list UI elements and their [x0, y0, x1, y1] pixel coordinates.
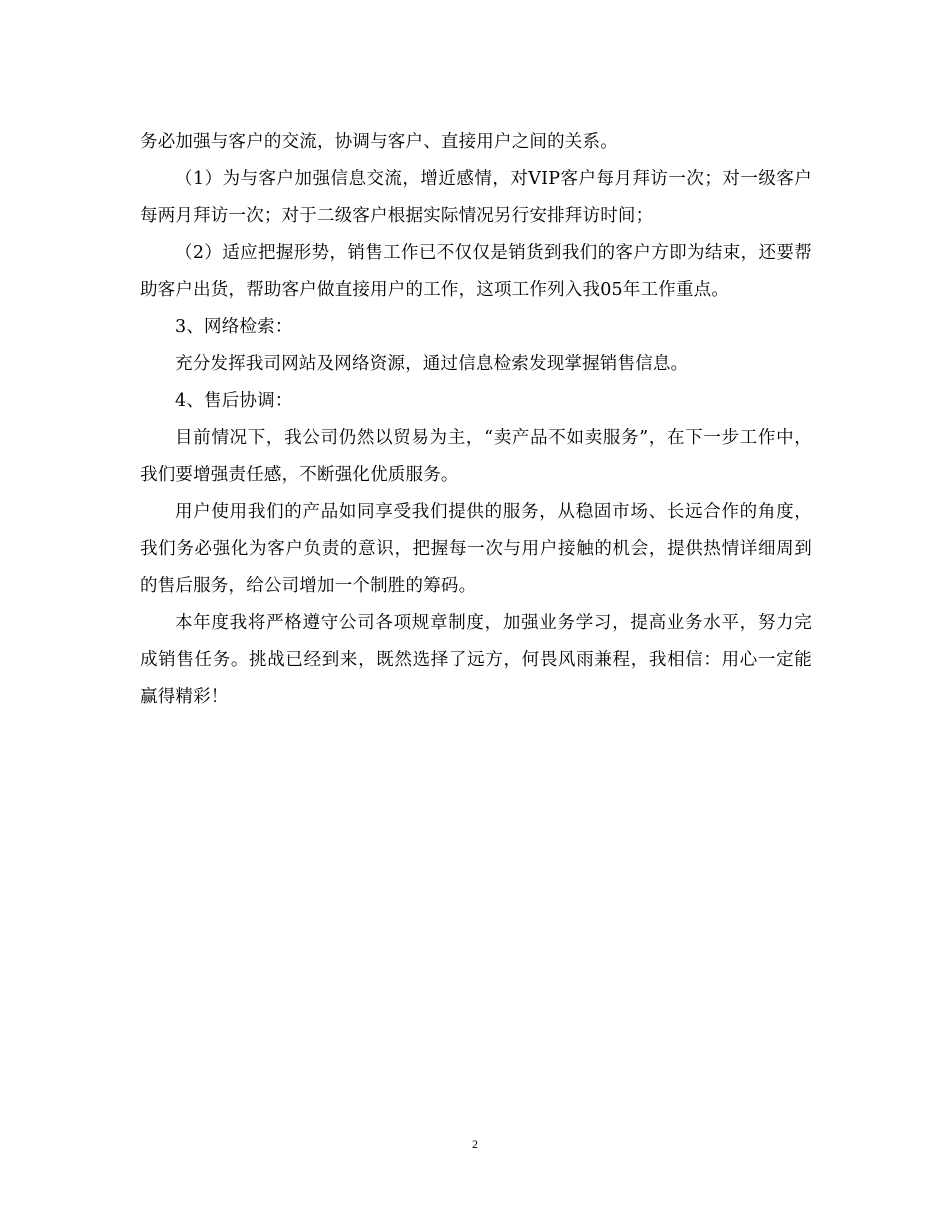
paragraph-service-focus: 目前情况下，我公司仍然以贸易为主，“卖产品不如卖服务”，在下一步工作中，我们要增强责任感，不断强化优质服务。: [140, 428, 812, 485]
paragraph-contact-intro: 务必加强与客户的交流，协调与客户、直接用户之间的关系。: [140, 132, 618, 152]
heading-network-search: 3、网络检索：: [175, 317, 293, 337]
paragraph-network-resources: 充分发挥我司网站及网络资源，通过信息检索发现掌握销售信息。: [175, 354, 689, 374]
paragraph-visit-schedule: （1）为与客户加强信息交流，增近感情，对VIP客户每月拜访一次；对一级客户每两月拜访一次；对于二级客户根据实际情况另行安排拜访时间；: [140, 169, 812, 226]
paragraph-help-clients: （2）适应把握形势，销售工作已不仅仅是销货到我们的客户方即为结束，还要帮助客户出货，帮助客户做直接用户的工作，这项工作列入我05年工作重点。: [140, 243, 812, 300]
paragraph-customer-responsibility: 用户使用我们的产品如同享受我们提供的服务，从稳固市场、长远合作的角度，我们务必强化为客户负责的意识，把握每一次与用户接触的机会，提供热情详细周到的售后服务，给公司增加一个制胜的筹码。: [140, 502, 812, 596]
document-body: [140, 124, 812, 716]
paragraph-annual-commitment: 本年度我将严格遵守公司各项规章制度，加强业务学习，提高业务水平，努力完成销售任务。挑战已经到来，既然选择了远方，何畏风雨兼程，我相信：用心一定能赢得精彩！: [140, 613, 812, 707]
page-number: 2: [472, 1137, 478, 1151]
heading-after-sales: 4、售后协调：: [175, 391, 293, 411]
